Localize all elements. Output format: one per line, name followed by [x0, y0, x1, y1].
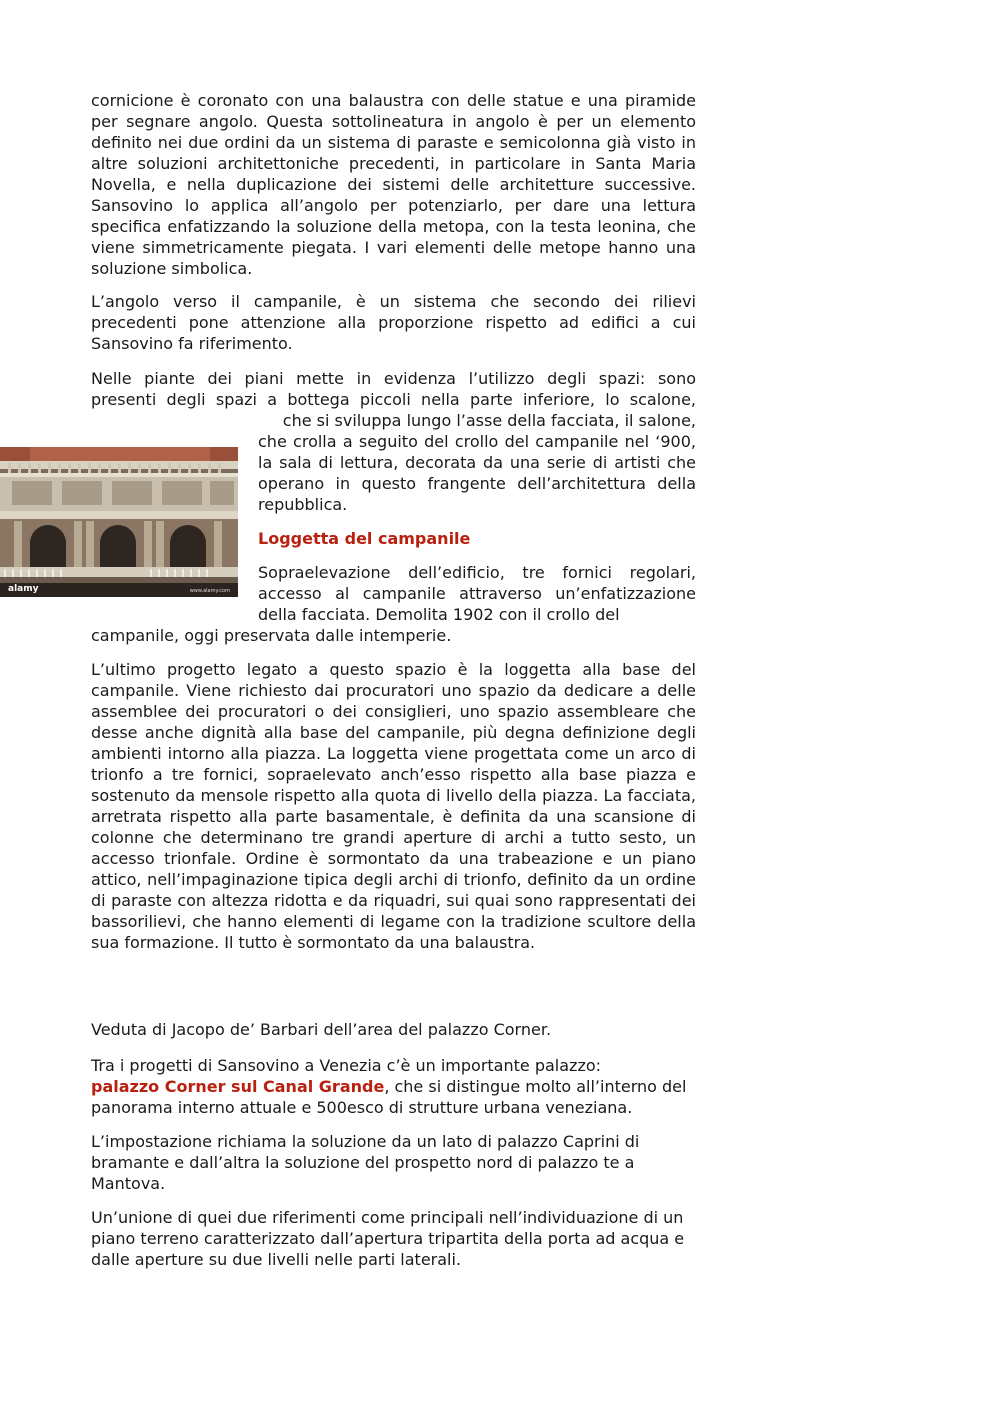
paragraph-plans-line3: che si sviluppa lungo l’asse della facciata, il salone,: [282, 411, 696, 430]
paragraph-loggetta-indented: Sopraelevazione dell’edificio, tre fornici regolari, accesso al campanile attraverso un’enfatizzazione della facciata. Demolita 1902 con il crollo del: [258, 563, 696, 624]
paragraph-loggetta-last: campanile, oggi preservata dalle intemperie.: [91, 626, 452, 645]
paragraph-corner-angle: cornicione è coronato con una balaustra con delle statue e una piramide per segnare angolo. Questa sottolineatura in angolo è per un elemento definito nei due ordini da un sistema di paraste e semicolonna già visto in altre soluzioni architettoniche precedenti, in particolare in Santa Maria Novella, e nella duplicazione dei sistemi delle architetture successive. Sansovino lo applica all’angolo per potenziarlo, per dare una lettura specifica enfatizzando la soluzione della metopa, con la testa leonina, che viene simmetricamente piegata. I vari elementi delle metope hanno una soluzione simbolica.: [91, 91, 696, 278]
paragraph-plans-line2: presenti degli spazi a bottega piccoli nella parte inferiore, lo scalone,: [91, 390, 696, 409]
loggetta-photo: [0, 447, 238, 597]
palazzo-corner-rest: , che si distingue molto all’interno del panorama interno attuale e 500esco di strutture urbana veneziana.: [91, 1077, 687, 1117]
paragraph-plans-line1: Nelle piante dei piani mette in evidenza l’utilizzo degli spazi: sono: [91, 369, 696, 388]
palazzo-corner-highlight: palazzo Corner sul Canal Grande: [91, 1077, 385, 1096]
paragraph-unione: Un’unione di quei due riferimenti come principali nell’individuazione di un piano terreno caratterizzato dall’apertura tripartita della porta ad acqua e dalle aperture su due livelli nelle parti laterali.: [91, 1208, 685, 1269]
paragraph-palazzo-corner: [91, 1055, 696, 1118]
heading-loggetta: Loggetta del campanile: [258, 529, 471, 548]
paragraph-last-project: L’ultimo progetto legato a questo spazio è la loggetta alla base del campanile. Viene richiesto dai procuratori uno spazio da dedicare a delle assemblee dei procuratori o dei consiglieri, uno spazio assembleare che desse anche dignità alla base del campanile, più degna definizione degli ambienti intorno alla piazza. La loggetta viene progettata come un arco di trionfo a tre fornici, sopraelevato anch’esso rispetto alla base piazza e sostenuto da mensole rispetto alla quota di livello della piazza. La facciata, arretrata rispetto alla parte basamentale, è definita da una scansione di colonne che determinano tre grandi aperture di archi a tutto sesto, un accesso trionfale. Ordine è sormontato da una trabeazione e un piano attico, nell’impaginazione tipica degli archi di trionfo, definito da un ordine di paraste con altezza ridotta e da riquadri, sui quai sono rappresentati dei bassorilievi, che hanno elementi di legame con la tradizione scultore della sua formazione. Il tutto è sormontato da una balaustra.: [91, 660, 696, 952]
paragraph-barbari-view: Veduta di Jacopo de’ Barbari dell’area del palazzo Corner.: [91, 1020, 552, 1039]
paragraph-campanile-angle: L’angolo verso il campanile, è un sistema che secondo dei rilievi precedenti pone attenzione alla proporzione rispetto ad edifici a cui Sansovino fa riferimento.: [91, 292, 696, 353]
watermark-label: alamy: [8, 584, 39, 594]
paragraph-plans-rest: che crolla a seguito del crollo del campanile nel ‘900, la sala di lettura, decorata da una serie di artisti che operano in questo frangente dell’architettura della repubblica.: [258, 432, 696, 514]
watermark-url: www.alamy.com: [189, 588, 230, 594]
palazzo-corner-lead: Tra i progetti di Sansovino a Venezia c’è un importante palazzo:: [91, 1056, 602, 1075]
paragraph-impostazione: L’impostazione richiama la soluzione da un lato di palazzo Caprini di bramante e dall’altra la soluzione del prospetto nord di palazzo te a Mantova.: [91, 1132, 640, 1193]
